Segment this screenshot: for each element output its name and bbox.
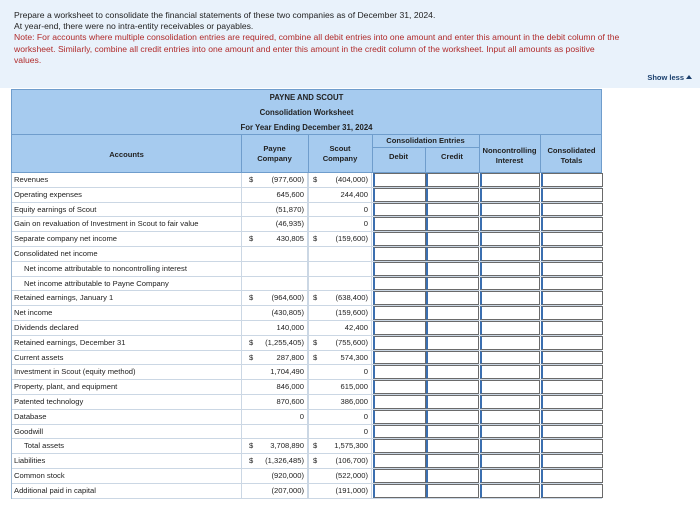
- consolidated-total-input[interactable]: [541, 425, 603, 439]
- scout-amount: (106,700): [335, 456, 368, 466]
- grid-cell: [241, 410, 308, 424]
- consolidation-worksheet: [11, 89, 602, 499]
- show-less-label: Show less: [647, 73, 684, 82]
- debit-input[interactable]: [373, 217, 426, 231]
- scout-amount: 615,000: [340, 382, 368, 392]
- payne-currency-symbol: $: [249, 175, 254, 184]
- scout-amount: 0: [363, 367, 368, 377]
- debit-input[interactable]: [373, 439, 426, 453]
- debit-input[interactable]: [373, 380, 426, 394]
- debit-input[interactable]: [373, 262, 426, 276]
- payne-currency-symbol: $: [249, 352, 254, 362]
- noncontrolling-interest-header: [479, 146, 540, 165]
- worksheet-period: For Year Ending December 31, 2024: [240, 123, 373, 132]
- debit-input[interactable]: [373, 306, 426, 320]
- consolidation-entries-header: Consolidation Entries: [372, 136, 479, 148]
- instruction-note-2: worksheet. Similarly, combine all credit entries into one amount and enter this amount in the credit column of the worksheet. Input all amounts as positive: [14, 43, 595, 54]
- table-row: [12, 203, 602, 218]
- scout-amount: 0: [363, 219, 368, 229]
- noncontrolling-input[interactable]: [480, 336, 540, 350]
- table-row: [12, 410, 602, 425]
- scout-currency-symbol: $: [313, 175, 318, 184]
- account-label: Patented technology: [14, 396, 84, 406]
- grid-cell: [308, 262, 372, 276]
- credit-input[interactable]: [426, 439, 479, 453]
- table-row: [12, 454, 602, 469]
- payne-amount: 430,805: [276, 234, 304, 244]
- account-label: Property, plant, and equipment: [14, 382, 118, 392]
- debit-input[interactable]: [373, 365, 426, 379]
- payne-amount: 1,704,490: [270, 367, 304, 377]
- credit-input[interactable]: [426, 321, 479, 335]
- consolidated-total-input[interactable]: [541, 321, 603, 335]
- noncontrolling-input[interactable]: [480, 306, 540, 320]
- table-row: [12, 262, 602, 277]
- debit-input[interactable]: [373, 321, 426, 335]
- consolidated-total-input[interactable]: [541, 365, 603, 379]
- scout-amount: (159,600): [335, 234, 368, 244]
- payne-amount: 140,000: [276, 322, 304, 332]
- noncontrolling-input[interactable]: [480, 410, 540, 424]
- debit-input[interactable]: [373, 454, 426, 468]
- nci-header-line-2: Interest: [495, 155, 524, 165]
- credit-input[interactable]: [426, 454, 479, 468]
- credit-input[interactable]: [426, 351, 479, 365]
- debit-input[interactable]: [373, 232, 426, 246]
- consolidated-total-input[interactable]: [541, 173, 603, 187]
- payne-amount: (430,805): [271, 308, 304, 318]
- account-label: Goodwill: [14, 426, 44, 436]
- noncontrolling-input[interactable]: [480, 351, 540, 365]
- account-label: Retained earnings, December 31: [14, 337, 126, 347]
- consolidated-total-input[interactable]: [541, 439, 603, 453]
- payne-currency-symbol: $: [249, 441, 254, 451]
- credit-input[interactable]: [426, 410, 479, 424]
- credit-input[interactable]: [426, 425, 479, 439]
- scout-amount: 1,575,300: [334, 441, 368, 451]
- account-label: Consolidated net income: [14, 248, 98, 258]
- payne-amount: (207,000): [271, 485, 304, 495]
- payne-amount: (964,600): [271, 293, 304, 303]
- account-label: Current assets: [14, 352, 64, 362]
- noncontrolling-input[interactable]: [480, 203, 540, 217]
- account-label: Investment in Scout (equity method): [14, 367, 136, 377]
- credit-input[interactable]: [426, 247, 479, 261]
- table-row: [12, 351, 602, 366]
- table-row: [12, 321, 602, 336]
- payne-header-line-2: Company: [257, 153, 292, 163]
- scout-amount: 42,400: [344, 322, 368, 332]
- scout-amount: (638,400): [335, 293, 368, 303]
- debit-input[interactable]: [373, 336, 426, 350]
- credit-input[interactable]: [426, 291, 479, 305]
- table-row: [12, 277, 602, 292]
- credit-input[interactable]: [426, 365, 479, 379]
- noncontrolling-input[interactable]: [480, 469, 540, 483]
- debit-input[interactable]: [373, 410, 426, 424]
- scout-company-header: [308, 144, 372, 163]
- payne-amount: 846,000: [276, 382, 304, 392]
- account-label: Additional paid in capital: [14, 485, 96, 495]
- table-row: [12, 188, 602, 203]
- payne-currency-symbol: $: [249, 337, 254, 347]
- credit-input[interactable]: [426, 203, 479, 217]
- scout-amount: (522,000): [335, 470, 368, 480]
- worksheet-title-block: [11, 89, 602, 135]
- totals-header-line-1: Consolidated: [547, 146, 596, 155]
- credit-input[interactable]: [426, 469, 479, 483]
- account-label: Gain on revaluation of Investment in Scout to fair value: [14, 219, 199, 229]
- payne-amount: 287,800: [276, 352, 304, 362]
- scout-amount: 0: [363, 426, 368, 436]
- scout-amount: 244,400: [340, 189, 368, 199]
- scout-amount: 0: [363, 204, 368, 214]
- scout-header-line-2: Company: [322, 153, 358, 163]
- account-label: Operating expenses: [14, 189, 82, 199]
- noncontrolling-input[interactable]: [480, 217, 540, 231]
- grid-cell: [308, 203, 372, 217]
- show-less-link[interactable]: [647, 72, 692, 83]
- credit-header: Credit: [441, 152, 463, 161]
- payne-amount: (977,600): [271, 175, 304, 184]
- noncontrolling-input[interactable]: [480, 321, 540, 335]
- debit-input[interactable]: [373, 351, 426, 365]
- scout-currency-symbol: $: [313, 352, 318, 362]
- consolidated-total-input[interactable]: [541, 277, 603, 291]
- instruction-line-1: Prepare a worksheet to consolidate the financial statements of these two companies as of December 31, 2024.: [14, 10, 436, 20]
- debit-input[interactable]: [373, 173, 426, 187]
- scout-currency-symbol: $: [313, 234, 318, 244]
- table-row: [12, 336, 602, 351]
- noncontrolling-input[interactable]: [480, 380, 540, 394]
- consolidated-total-input[interactable]: [541, 410, 603, 424]
- instruction-line-2: At year-end, there were no intra-entity receivables or payables.: [14, 21, 254, 32]
- account-label: Database: [14, 411, 47, 421]
- credit-input[interactable]: [426, 188, 479, 202]
- noncontrolling-input[interactable]: [480, 247, 540, 261]
- debit-input[interactable]: [373, 247, 426, 261]
- consolidated-total-input[interactable]: [541, 217, 603, 231]
- accounts-header: Accounts: [109, 150, 144, 159]
- payne-amount: (46,935): [275, 219, 304, 229]
- account-label: Liabilities: [14, 456, 46, 466]
- consolidated-total-input[interactable]: [541, 484, 603, 498]
- debit-input[interactable]: [373, 277, 426, 291]
- consolidated-total-input[interactable]: [541, 351, 603, 365]
- credit-input[interactable]: [426, 395, 479, 409]
- credit-input[interactable]: [426, 173, 479, 187]
- scout-currency-symbol: $: [313, 293, 318, 303]
- credit-input[interactable]: [426, 277, 479, 291]
- credit-input[interactable]: [426, 306, 479, 320]
- worksheet-column-headers: [11, 135, 602, 173]
- credit-input[interactable]: [426, 217, 479, 231]
- grid-cell: [241, 425, 308, 439]
- consolidated-total-input[interactable]: [541, 380, 603, 394]
- account-label: Net income attributable to noncontrolling interest: [24, 263, 187, 273]
- table-row: [12, 306, 602, 321]
- payne-amount: 645,600: [276, 189, 304, 199]
- consolidated-totals-header: [540, 146, 603, 165]
- table-row: [12, 173, 602, 188]
- table-row: [12, 484, 602, 499]
- consolidated-total-input[interactable]: [541, 336, 603, 350]
- instruction-note-1: Note: For accounts where multiple consolidation entries are required, combine all debit entries into one amount and enter this amount in the debit column of the: [14, 32, 620, 43]
- scout-amount: (191,000): [335, 485, 368, 495]
- scout-currency-symbol: $: [313, 337, 318, 347]
- debit-input[interactable]: [373, 291, 426, 305]
- credit-input[interactable]: [426, 262, 479, 276]
- grid-cell: [308, 277, 372, 291]
- noncontrolling-input[interactable]: [480, 484, 540, 498]
- account-label: Net income: [14, 308, 53, 318]
- consolidated-total-input[interactable]: [541, 203, 603, 217]
- table-row: [12, 395, 602, 410]
- payne-currency-symbol: $: [249, 234, 254, 244]
- account-label: Total assets: [24, 441, 65, 451]
- account-label: Equity earnings of Scout: [14, 204, 97, 214]
- worksheet-company: PAYNE AND SCOUT: [269, 93, 344, 102]
- worksheet-rows: [11, 173, 602, 499]
- account-label: Common stock: [14, 470, 65, 480]
- scout-amount: 0: [363, 411, 368, 421]
- instructions-panel: [0, 0, 700, 88]
- grid-cell: [308, 217, 372, 231]
- debit-header: Debit: [389, 152, 408, 161]
- debit-input[interactable]: [373, 395, 426, 409]
- grid-cell: [308, 425, 372, 439]
- scout-amount: (159,600): [335, 308, 368, 318]
- noncontrolling-input[interactable]: [480, 277, 540, 291]
- debit-input[interactable]: [373, 188, 426, 202]
- table-row: [12, 469, 602, 484]
- table-row: [12, 291, 602, 306]
- worksheet-title: Consolidation Worksheet: [259, 108, 354, 117]
- table-row: [12, 380, 602, 395]
- table-row: [12, 439, 602, 454]
- grid-cell: [241, 247, 308, 261]
- payne-currency-symbol: $: [249, 456, 254, 466]
- payne-amount: (1,255,405): [265, 337, 304, 347]
- payne-amount: 3,708,890: [270, 441, 304, 451]
- account-label: Retained earnings, January 1: [14, 293, 114, 303]
- noncontrolling-input[interactable]: [480, 439, 540, 453]
- table-row: [12, 365, 602, 380]
- account-label: Separate company net income: [14, 234, 117, 244]
- noncontrolling-input[interactable]: [480, 291, 540, 305]
- payne-currency-symbol: $: [249, 293, 254, 303]
- noncontrolling-input[interactable]: [480, 454, 540, 468]
- consolidated-total-input[interactable]: [541, 188, 603, 202]
- table-row: [12, 232, 602, 247]
- consolidated-total-input[interactable]: [541, 395, 603, 409]
- table-row: [12, 217, 602, 232]
- noncontrolling-input[interactable]: [480, 232, 540, 246]
- caret-up-icon: [686, 75, 692, 79]
- scout-amount: (755,600): [335, 337, 368, 347]
- noncontrolling-input[interactable]: [480, 173, 540, 187]
- credit-input[interactable]: [426, 336, 479, 350]
- instruction-note-3: values.: [14, 54, 42, 65]
- consolidated-total-input[interactable]: [541, 454, 603, 468]
- noncontrolling-input[interactable]: [480, 425, 540, 439]
- credit-input[interactable]: [426, 484, 479, 498]
- noncontrolling-input[interactable]: [480, 365, 540, 379]
- scout-amount: 386,000: [340, 396, 368, 406]
- debit-input[interactable]: [373, 484, 426, 498]
- payne-amount: 0: [299, 411, 304, 421]
- debit-input[interactable]: [373, 469, 426, 483]
- grid-cell: [308, 247, 372, 261]
- noncontrolling-input[interactable]: [480, 262, 540, 276]
- scout-currency-symbol: $: [313, 441, 318, 451]
- consolidated-total-input[interactable]: [541, 291, 603, 305]
- debit-input[interactable]: [373, 425, 426, 439]
- payne-amount: (51,870): [275, 204, 304, 214]
- nci-header-line-1: Noncontrolling: [482, 146, 537, 155]
- account-label: Dividends declared: [14, 322, 79, 332]
- payne-amount: (1,326,485): [265, 456, 304, 466]
- payne-header-line-1: Payne: [263, 144, 286, 153]
- consolidated-total-input[interactable]: [541, 232, 603, 246]
- credit-input[interactable]: [426, 232, 479, 246]
- debit-input[interactable]: [373, 203, 426, 217]
- payne-company-header: [241, 144, 308, 163]
- account-label: Revenues: [14, 175, 49, 184]
- consolidated-total-input[interactable]: [541, 247, 603, 261]
- grid-cell: [241, 262, 308, 276]
- grid-cell: [241, 277, 308, 291]
- payne-amount: 870,600: [276, 396, 304, 406]
- credit-input[interactable]: [426, 380, 479, 394]
- table-row: [12, 247, 602, 262]
- noncontrolling-input[interactable]: [480, 188, 540, 202]
- scout-header-line-1: Scout: [329, 144, 351, 153]
- consolidated-total-input[interactable]: [541, 306, 603, 320]
- scout-amount: (404,000): [335, 175, 368, 184]
- totals-header-line-2: Totals: [560, 155, 583, 165]
- table-row: [12, 425, 602, 440]
- consolidated-total-input[interactable]: [541, 262, 603, 276]
- grid-cell: [308, 410, 372, 424]
- scout-currency-symbol: $: [313, 456, 318, 466]
- scout-amount: 574,300: [340, 352, 368, 362]
- account-label: Net income attributable to Payne Company: [24, 278, 169, 288]
- noncontrolling-input[interactable]: [480, 395, 540, 409]
- consolidated-total-input[interactable]: [541, 469, 603, 483]
- grid-cell: [308, 365, 372, 379]
- payne-amount: (920,000): [271, 470, 304, 480]
